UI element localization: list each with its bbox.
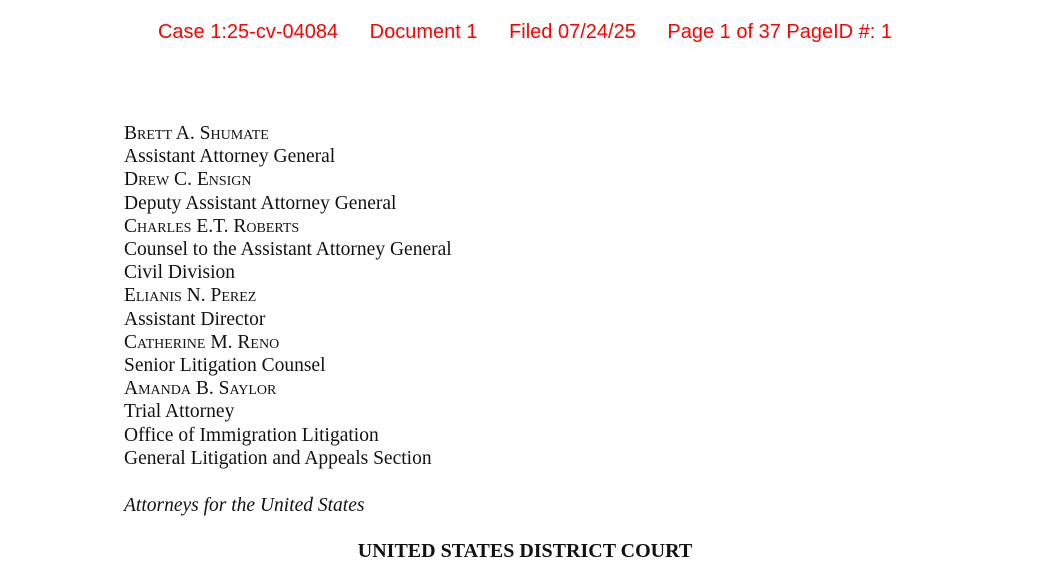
counsel-line: Brett A. Shumate <box>124 123 269 144</box>
counsel-line: Charles E.T. Roberts <box>124 215 300 237</box>
counsel-line: Office of Immigration Litigation <box>124 424 379 446</box>
counsel-line: Amanda B. Saylor <box>124 378 277 400</box>
counsel-line: Catherine M. Reno <box>124 331 280 353</box>
court-title: UNITED STATES DISTRICT COURT <box>357 540 693 562</box>
filed-date: Filed 07/24/25 <box>509 21 636 43</box>
counsel-line: Elianis N. Perez <box>124 285 257 307</box>
counsel-line: Senior Litigation Counsel <box>124 355 326 377</box>
counsel-line: Assistant Attorney General <box>124 146 336 168</box>
counsel-line: Assistant Director <box>124 308 266 330</box>
page-info: Page 1 of 37 PageID #: 1 <box>667 21 892 43</box>
attorneys-for-designation: Attorneys for the United States <box>124 495 365 516</box>
counsel-block <box>124 122 452 470</box>
counsel-line: General Litigation and Appeals Section <box>124 447 432 469</box>
counsel-line: Trial Attorney <box>124 401 235 423</box>
counsel-line: Counsel to the Assistant Attorney General <box>124 239 452 261</box>
counsel-line: Civil Division <box>124 262 236 284</box>
counsel-line: Drew C. Ensign <box>124 169 252 191</box>
document-number: Document 1 <box>369 21 478 43</box>
case-number: Case 1:25-cv-04084 <box>157 21 339 43</box>
counsel-line: Deputy Assistant Attorney General <box>124 192 397 214</box>
ecf-filing-header <box>0 18 1050 46</box>
